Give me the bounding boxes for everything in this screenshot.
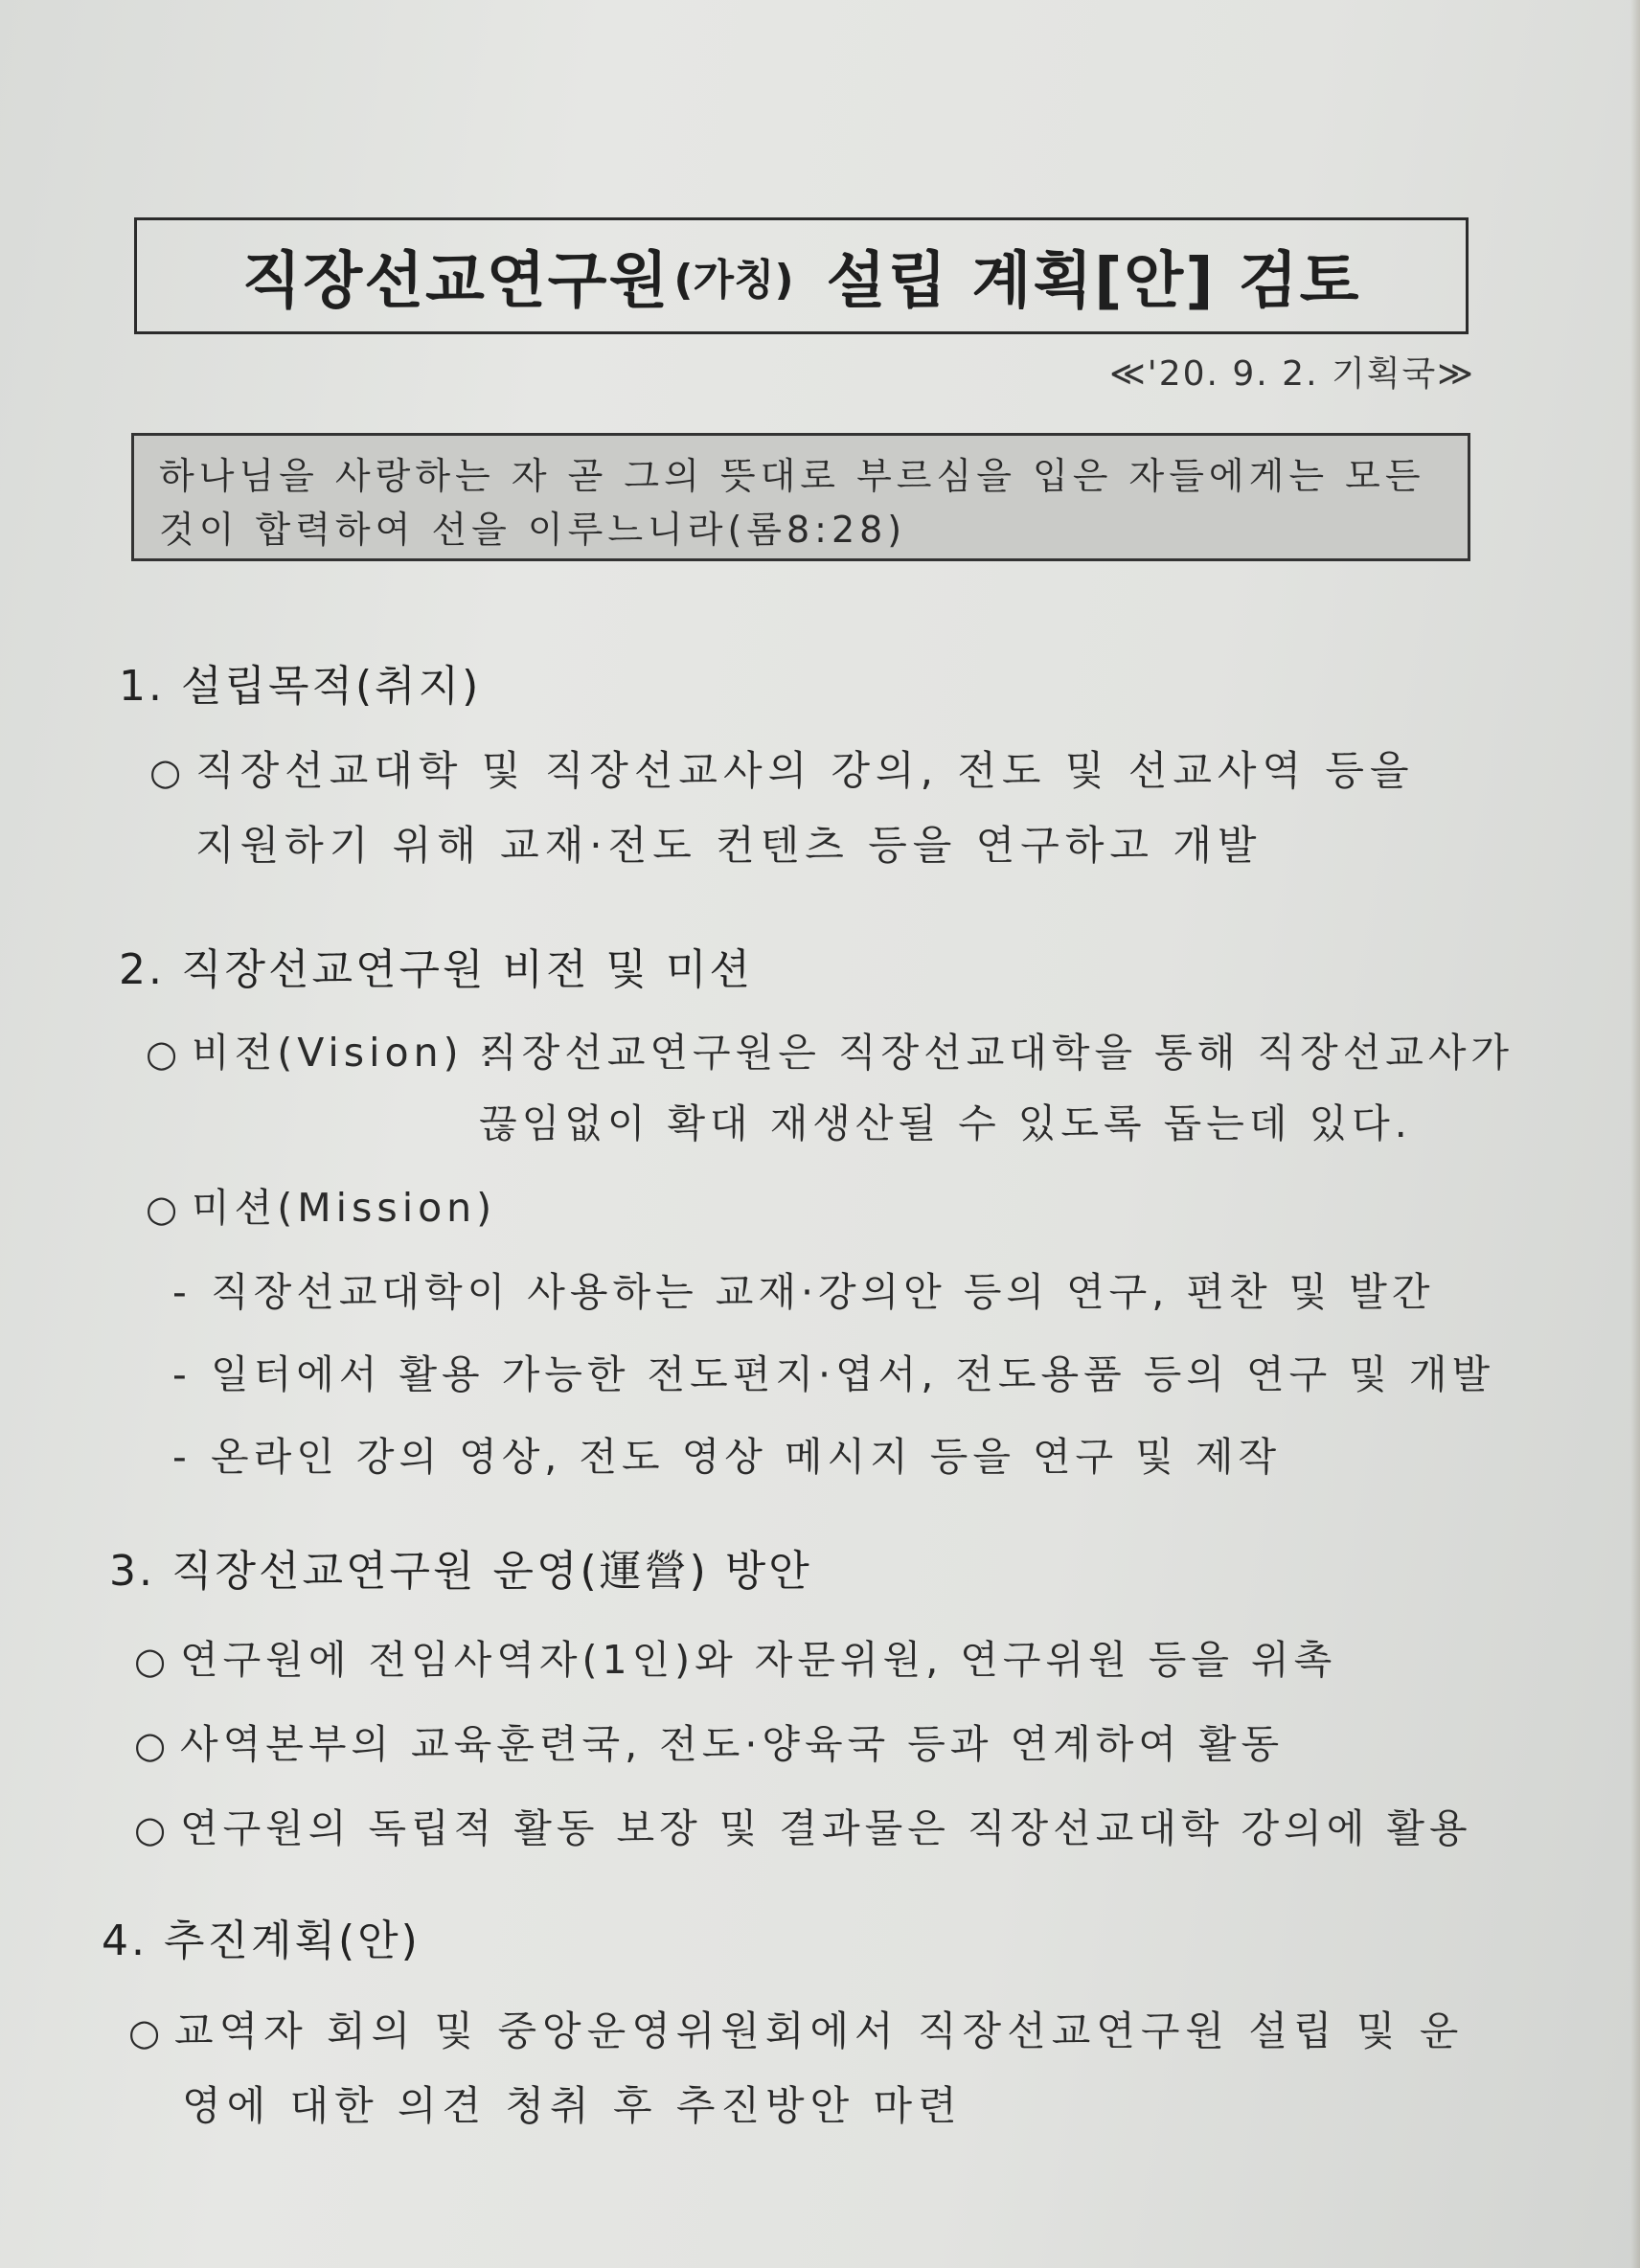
- section-1-line-2: 지원하기 위해 교재·전도 컨텐츠 등을 연구하고 개발: [195, 822, 1263, 869]
- section-1-item: [149, 739, 1415, 797]
- section-3-item-text: 연구원의 독립적 활동 보장 및 결과물은 직장선교대학 강의에 활용: [180, 1805, 1472, 1851]
- bullet-circle: ○: [134, 1724, 171, 1766]
- vision-item: [146, 1021, 498, 1077]
- bullet-circle: ○: [134, 1640, 171, 1682]
- page-edge-shadow: [1630, 0, 1640, 2268]
- section-4-line-2: 영에 대한 의견 청취 후 추진방안 마련: [182, 2082, 963, 2129]
- section-3-item: [134, 1797, 1472, 1853]
- bible-verse-box: [131, 433, 1470, 561]
- title-box: [134, 217, 1469, 334]
- section-3-item: [134, 1628, 1336, 1685]
- vision-line-2: 끊임없이 확대 재생산될 수 있도록 돕는데 있다.: [479, 1100, 1412, 1146]
- dash-marker: -: [172, 1269, 192, 1315]
- mission-label: 미션(Mission): [192, 1185, 497, 1231]
- bullet-circle: ○: [146, 1032, 183, 1075]
- bullet-circle: ○: [149, 751, 188, 793]
- bullet-circle: ○: [146, 1188, 183, 1230]
- mission-item-text: 직장선교대학이 사용하는 교재·강의안 등의 연구, 편찬 및 발간: [211, 1269, 1435, 1315]
- bullet-circle: ○: [128, 2011, 167, 2053]
- mission-item-text: 온라인 강의 영상, 전도 영상 메시지 등을 연구 및 제작: [211, 1434, 1282, 1480]
- vision-label: 비전(Vision) :: [192, 1030, 499, 1076]
- section-4-line-1: 교역자 회의 및 중앙운영위원회에서 직장선교연구원 설립 및 운: [174, 2007, 1465, 2054]
- dash-marker: -: [172, 1434, 192, 1480]
- dash-marker: -: [172, 1351, 192, 1397]
- document-title-main: 직장선교연구원: [241, 246, 671, 317]
- section-3-item: [134, 1712, 1284, 1769]
- verse-line-2: 것이 합력하여 선을 이루느니라(롬8:28): [159, 509, 907, 551]
- mission-item: [146, 1176, 496, 1233]
- section-1-line-1: 직장선교대학 및 직장선교사의 강의, 전도 및 선교사역 등을: [195, 747, 1415, 794]
- mission-item-text: 일터에서 활용 가능한 전도편지·엽서, 전도용품 등의 연구 및 개발: [211, 1351, 1495, 1397]
- section-3-heading: 3. 직장선교연구원 운영(運營) 방안: [109, 1547, 812, 1596]
- mission-list-item: [172, 1260, 1434, 1317]
- section-2-heading: 2. 직장선교연구원 비전 및 미션: [119, 945, 753, 994]
- section-3-item-text: 사역본부의 교육훈련국, 전도·양육국 등과 연계하여 활동: [180, 1721, 1285, 1767]
- bullet-circle: ○: [134, 1808, 171, 1850]
- section-4-item: [128, 2000, 1464, 2057]
- document-title-sub: (가칭): [673, 256, 794, 305]
- verse-line-1: 하나님을 사랑하는 자 곧 그의 뜻대로 부르심을 입은 자들에게는 모든: [159, 455, 1425, 497]
- vision-line-1: 직장선교연구원은 직장선교대학을 통해 직장선교사가: [479, 1030, 1515, 1076]
- section-3-item-text: 연구원에 전임사역자(1인)와 자문위원, 연구위원 등을 위촉: [180, 1637, 1337, 1683]
- section-1-heading: 1. 설립목적(취지): [119, 662, 482, 711]
- section-4-heading: 4. 추진계획(안): [102, 1916, 421, 1965]
- document-title-rest: 설립 계획[안] 검토: [826, 246, 1361, 317]
- mission-list-item: [172, 1425, 1281, 1482]
- date-department: ≪'20. 9. 2. 기획국≫: [1109, 354, 1475, 394]
- mission-list-item: [172, 1343, 1494, 1399]
